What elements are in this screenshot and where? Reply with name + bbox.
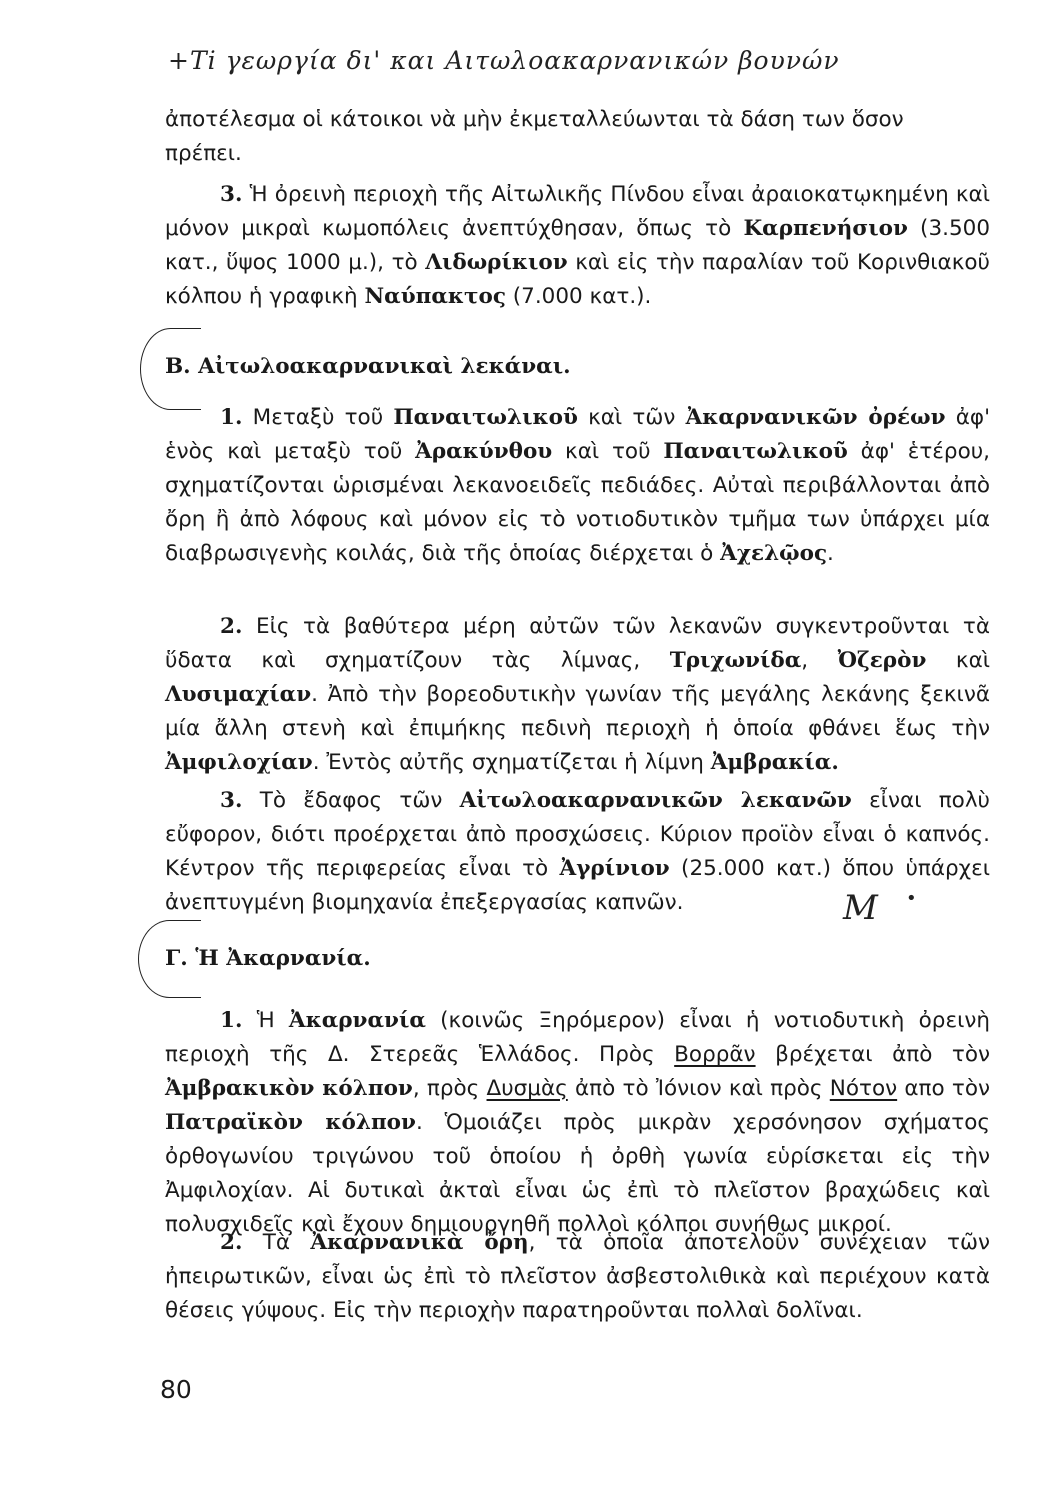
underlined-term: Βορρᾶν <box>674 1042 756 1067</box>
section-b-paragraph-2 <box>165 610 990 780</box>
text-run: Τὸ ἔδαφος τῶν <box>242 788 460 813</box>
section-c-paragraph-1 <box>165 1004 990 1242</box>
bold-term: Ἀκαρνανία <box>288 1008 426 1033</box>
text-run: ἀφ' ἑνὸς καὶ μεταξὺ τοῦ <box>165 405 990 464</box>
paragraph-continuation <box>165 103 990 171</box>
bold-term: Αἰτωλοακαρνανικῶν λεκανῶν <box>459 788 852 813</box>
paragraph-number: 3. <box>220 182 243 207</box>
paragraph-3-pindos <box>165 178 990 314</box>
bold-term: Ἀμβρακικὸν κόλπον <box>165 1076 413 1101</box>
bold-term: Τριχωνίδα <box>669 648 802 673</box>
text-run: καὶ <box>926 648 991 673</box>
bold-term: Ἀκαρνανικὰ ὄρη <box>310 1230 529 1255</box>
text-run: , πρὸς <box>412 1076 487 1101</box>
section-letter: Γ. <box>165 946 188 971</box>
text-run: καὶ τῶν <box>577 405 686 430</box>
section-b-paragraph-1 <box>165 401 990 571</box>
section-heading-c <box>165 942 371 976</box>
handwritten-annotation: +Ti γεωργία δι' και Αιτωλοακαρνανικών βουνών <box>168 46 840 75</box>
text-run: Μεταξὺ τοῦ <box>242 405 394 430</box>
bold-term: Ἀκαρνανικῶν ὀρέων <box>685 405 946 430</box>
text-run: ἀπὸ τὸ Ἰόνιον καὶ πρὸς <box>567 1076 830 1101</box>
bold-term: Ἀρακύνθου <box>415 439 553 464</box>
text-run: Ἡ <box>242 1008 289 1033</box>
section-c-paragraph-2 <box>165 1226 990 1328</box>
bold-term: Καρπενήσιον <box>743 216 908 241</box>
text-run: (7.000 κατ.). <box>505 284 652 309</box>
text-run: Τὰ <box>242 1230 311 1255</box>
text-run: , τὰ ὁποῖα ἀποτελοῦν συνέχειαν τῶν ἠπειρωτικῶν, εἶναι ὡς ἐπὶ τὸ πλεῖστον ἀσβεστολιθικὰ καὶ περιέχουν κατὰ θέσεις γύψους. Εἰς τὴν περιοχὴν παρατηροῦνται πολλαὶ δολῖναι. <box>165 1230 990 1323</box>
text-run: (3.500 κατ., ὕψος 1000 μ.), τὸ <box>165 216 990 275</box>
text-run: καὶ εἰς τὴν παραλίαν τοῦ Κορινθιακοῦ κόλπου ἡ γραφικὴ <box>165 250 990 309</box>
text-run: ἀφ' ἑτέρου, σχηματίζονται ὡρισμέναι λεκανοειδεῖς πεδιάδες. Αὐταὶ περιβάλλονται ἀπὸ ὄρη ἢ ἀπὸ λόφους καὶ μόνον εἰς τὸ νοτιοδυτικὸν τμῆμα των ὑπάρχει μία διαβρωσιγενὴς κοιλάς, διὰ τῆς ὁποίας διέρχεται ὁ <box>165 439 990 566</box>
bold-term: Ἀγρίνιον <box>559 856 670 881</box>
paragraph-number: 3. <box>220 788 243 813</box>
text-run: . <box>827 541 834 566</box>
text-run: (κοινῶς Ξηρόμερον) εἶναι ἡ νοτιοδυτικὴ ὀρεινὴ περιοχὴ τῆς Δ. Στερεᾶς Ἑλλάδος. Πρὸς <box>165 1008 990 1067</box>
section-letter: Β. <box>165 354 191 379</box>
text-run: . Ἐντὸς αὐτῆς σχηματίζεται ἡ λίμνη <box>312 750 711 775</box>
underlined-term: Δυσμὰς <box>486 1076 568 1101</box>
text-run: καὶ τοῦ <box>552 439 664 464</box>
text-run: Εἰς τὰ βαθύτερα μέρη αὐτῶν τῶν λεκανῶν συγκεντροῦνται τὰ ὕδατα καὶ σχηματίζουν τὰς λίμνας, <box>165 614 990 673</box>
page-number: 80 <box>160 1375 192 1404</box>
bold-term: Ναύπακτος <box>364 284 506 309</box>
bold-term: Ἀμφιλοχίαν <box>165 750 313 775</box>
text-run: . Ὁμοιάζει πρὸς μικρὰν χερσόνησον σχήματος ὀρθογωνίου τριγώνου τοῦ ὁποίου ἡ ὀρθὴ γωνία εὑρίσκεται εἰς τὴν Ἀμφιλοχίαν. Αἱ δυτικαὶ ἀκταὶ εἶναι ὡς ἐπὶ τὸ πλεῖστον βραχώδεις καὶ πολυσχιδεῖς καὶ ἔχουν δημιουργηθῆ πολλοὶ κόλποι συνήθως μικροί. <box>165 1110 990 1237</box>
text-run: , <box>801 648 838 673</box>
section-heading-b <box>165 350 571 384</box>
section-title: Αἰτωλοακαρνανικαὶ λεκάναι. <box>198 354 571 379</box>
text-run: εἶναι πολὺ εὔφορον, διότι προέρχεται ἀπὸ προσχώσεις. Κύριον προϊὸν εἶναι ὁ καπνός. Κέντρον τῆς περιφερείας εἶναι τὸ <box>165 788 990 881</box>
continuation-line-1: ἀποτέλεσμα οἱ κάτοικοι νὰ μὴν ἐκμεταλλεύωνται τὰ δάση των ὅσον <box>165 107 904 132</box>
text-run: βρέχεται ἀπὸ τὸν <box>755 1042 991 1067</box>
bold-term: Λυσιμαχίαν <box>165 682 312 707</box>
underlined-term: Νότον <box>829 1076 898 1101</box>
paragraph-number: 2. <box>220 1230 243 1255</box>
continuation-line-2: πρέπει. <box>165 141 242 166</box>
paragraph-number: 1. <box>220 405 243 430</box>
margin-handwritten-mark: M <box>843 888 878 928</box>
bold-term: Ἀμβρακία. <box>710 750 839 775</box>
bold-term: Λιδωρίκιον <box>425 250 568 275</box>
bold-term: Ὀζερὸν <box>837 648 927 673</box>
text-run: απο τὸν <box>897 1076 990 1101</box>
text-run: Ἡ ὀρεινὴ περιοχὴ τῆς Αἰτωλικῆς Πίνδου εἶναι ἀραιοκατῳκημένη καὶ μόνον μικραὶ κωμοπόλεις ἀνεπτύχθησαν, ὅπως τὸ <box>165 182 990 241</box>
bold-term: Παναιτωλικοῦ <box>663 439 848 464</box>
section-title: Ἡ Ἀκαρνανία. <box>195 946 371 971</box>
text-run: (25.000 κατ.) ὅπου ὑπάρχει ἀνεπτυγμένη βιομηχανία ἐπεξεργασίας καπνῶν. <box>165 856 990 915</box>
bold-term: Ἀχελῷος <box>720 541 828 566</box>
bold-term: Πατραϊκὸν κόλπον <box>165 1110 416 1135</box>
paragraph-number: 1. <box>220 1008 243 1033</box>
paragraph-number: 2. <box>220 614 243 639</box>
text-run: . Ἀπὸ τὴν βορεοδυτικὴν γωνίαν τῆς μεγάλης λεκάνης ξεκινᾶ μία ἄλλη στενὴ καὶ ἐπιμήκης πεδινὴ περιοχὴ ἡ ὁποία φθάνει ἕως τὴν <box>165 682 990 741</box>
margin-dot-icon: • <box>906 888 917 909</box>
bold-term: Παναιτωλικοῦ <box>393 405 578 430</box>
